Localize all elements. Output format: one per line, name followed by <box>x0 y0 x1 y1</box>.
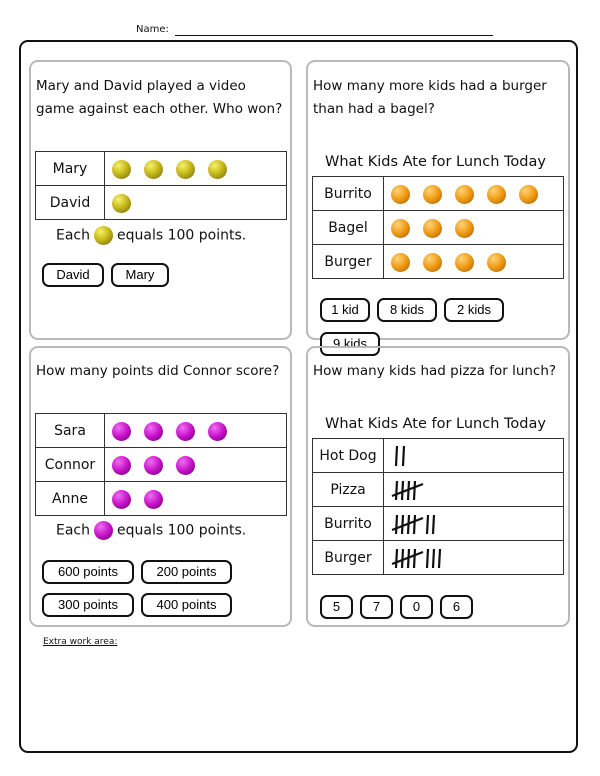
answer-button-7[interactable]: 7 <box>360 595 393 619</box>
row-label: Burrito <box>313 177 384 211</box>
gold-ball-icon <box>112 160 131 179</box>
purple-ball-icon <box>112 422 131 441</box>
table-row <box>36 414 287 448</box>
row-label: Sara <box>36 414 105 448</box>
answer-button-200-points[interactable]: 200 points <box>141 560 232 584</box>
row-symbols <box>105 482 287 516</box>
question-4-text: How many kids had pizza for lunch? <box>313 363 557 379</box>
answer-button-1-kid[interactable]: 1 kid <box>320 298 370 322</box>
orange-ball-icon <box>455 185 474 204</box>
table-row <box>313 245 564 279</box>
row-label: Hot Dog <box>313 439 384 473</box>
row-tally <box>384 473 564 507</box>
chart-title-2: What Kids Ate for Lunch Today <box>325 154 546 170</box>
answer-button-5[interactable]: 5 <box>320 595 353 619</box>
row-label: Burger <box>313 541 384 575</box>
row-label: Bagel <box>313 211 384 245</box>
name-label: Name: <box>136 24 169 35</box>
row-label: David <box>36 186 105 220</box>
answer-button-0[interactable]: 0 <box>400 595 433 619</box>
question-1-text: Mary and David played a video game against each other. Who won? <box>36 78 283 117</box>
table-row <box>313 541 564 575</box>
purple-ball-icon <box>112 456 131 475</box>
orange-ball-icon <box>487 253 506 272</box>
table-row <box>36 482 287 516</box>
tally-marks-icon <box>391 443 411 469</box>
row-symbols <box>105 414 287 448</box>
row-tally <box>384 439 564 473</box>
answer-button-mary[interactable]: Mary <box>111 263 169 287</box>
table-row <box>313 177 564 211</box>
row-label: Pizza <box>313 473 384 507</box>
row-label: Burrito <box>313 507 384 541</box>
purple-ball-icon <box>144 456 163 475</box>
orange-ball-icon <box>391 185 410 204</box>
answer-button-david[interactable]: David <box>42 263 104 287</box>
gold-ball-icon <box>112 194 131 213</box>
answer-button-2-kids[interactable]: 2 kids <box>444 298 504 322</box>
orange-ball-icon <box>423 219 442 238</box>
row-symbols <box>105 448 287 482</box>
gold-ball-icon <box>208 160 227 179</box>
tally-marks-icon <box>391 511 443 537</box>
answer-button-6[interactable]: 6 <box>440 595 473 619</box>
row-symbols <box>384 245 564 279</box>
orange-ball-icon <box>423 253 442 272</box>
gold-ball-icon <box>94 226 113 245</box>
row-label: Mary <box>36 152 105 186</box>
answer-button-9-kids[interactable]: 9 kids <box>320 332 380 356</box>
row-symbols <box>105 152 287 186</box>
purple-ball-icon <box>176 422 195 441</box>
pictograph-2 <box>312 176 564 279</box>
purple-ball-icon <box>112 490 131 509</box>
name-line[interactable] <box>175 35 493 36</box>
pictograph-1 <box>35 151 287 220</box>
tally-chart-4 <box>312 438 564 575</box>
table-row <box>36 152 287 186</box>
orange-ball-icon <box>391 219 410 238</box>
legend-each: Each <box>56 522 90 539</box>
answer-button-400-points[interactable]: 400 points <box>141 593 232 617</box>
orange-ball-icon <box>519 185 538 204</box>
legend-equals: equals 100 points. <box>117 227 247 244</box>
table-row <box>313 473 564 507</box>
purple-ball-icon <box>144 422 163 441</box>
purple-ball-icon <box>94 521 113 540</box>
orange-ball-icon <box>391 253 410 272</box>
orange-ball-icon <box>455 219 474 238</box>
answer-button-8-kids[interactable]: 8 kids <box>377 298 437 322</box>
table-row <box>313 211 564 245</box>
question-3-text: How many points did Connor score? <box>36 363 280 379</box>
answer-button-300-points[interactable]: 300 points <box>42 593 134 617</box>
row-tally <box>384 541 564 575</box>
orange-ball-icon <box>487 185 506 204</box>
extra-work-area-label: Extra work area: <box>43 637 118 647</box>
row-label: Connor <box>36 448 105 482</box>
chart-title-4: What Kids Ate for Lunch Today <box>325 416 546 432</box>
row-tally <box>384 507 564 541</box>
orange-ball-icon <box>455 253 474 272</box>
orange-ball-icon <box>423 185 442 204</box>
answer-button-600-points[interactable]: 600 points <box>42 560 134 584</box>
pictograph-3 <box>35 413 287 516</box>
gold-ball-icon <box>144 160 163 179</box>
legend-1 <box>56 226 246 245</box>
table-row <box>36 448 287 482</box>
row-label: Anne <box>36 482 105 516</box>
purple-ball-icon <box>208 422 227 441</box>
legend-each: Each <box>56 227 90 244</box>
row-symbols <box>384 211 564 245</box>
purple-ball-icon <box>144 490 163 509</box>
row-symbols <box>105 186 287 220</box>
question-2-text: How many more kids had a burger than had a bagel? <box>313 78 547 117</box>
legend-equals: equals 100 points. <box>117 522 247 539</box>
row-label: Burger <box>313 245 384 279</box>
table-row <box>36 186 287 220</box>
purple-ball-icon <box>176 456 195 475</box>
row-symbols <box>384 177 564 211</box>
tally-marks-icon <box>391 545 449 571</box>
tally-marks-icon <box>391 477 427 503</box>
table-row <box>313 507 564 541</box>
gold-ball-icon <box>176 160 195 179</box>
legend-3 <box>56 521 246 540</box>
table-row <box>313 439 564 473</box>
